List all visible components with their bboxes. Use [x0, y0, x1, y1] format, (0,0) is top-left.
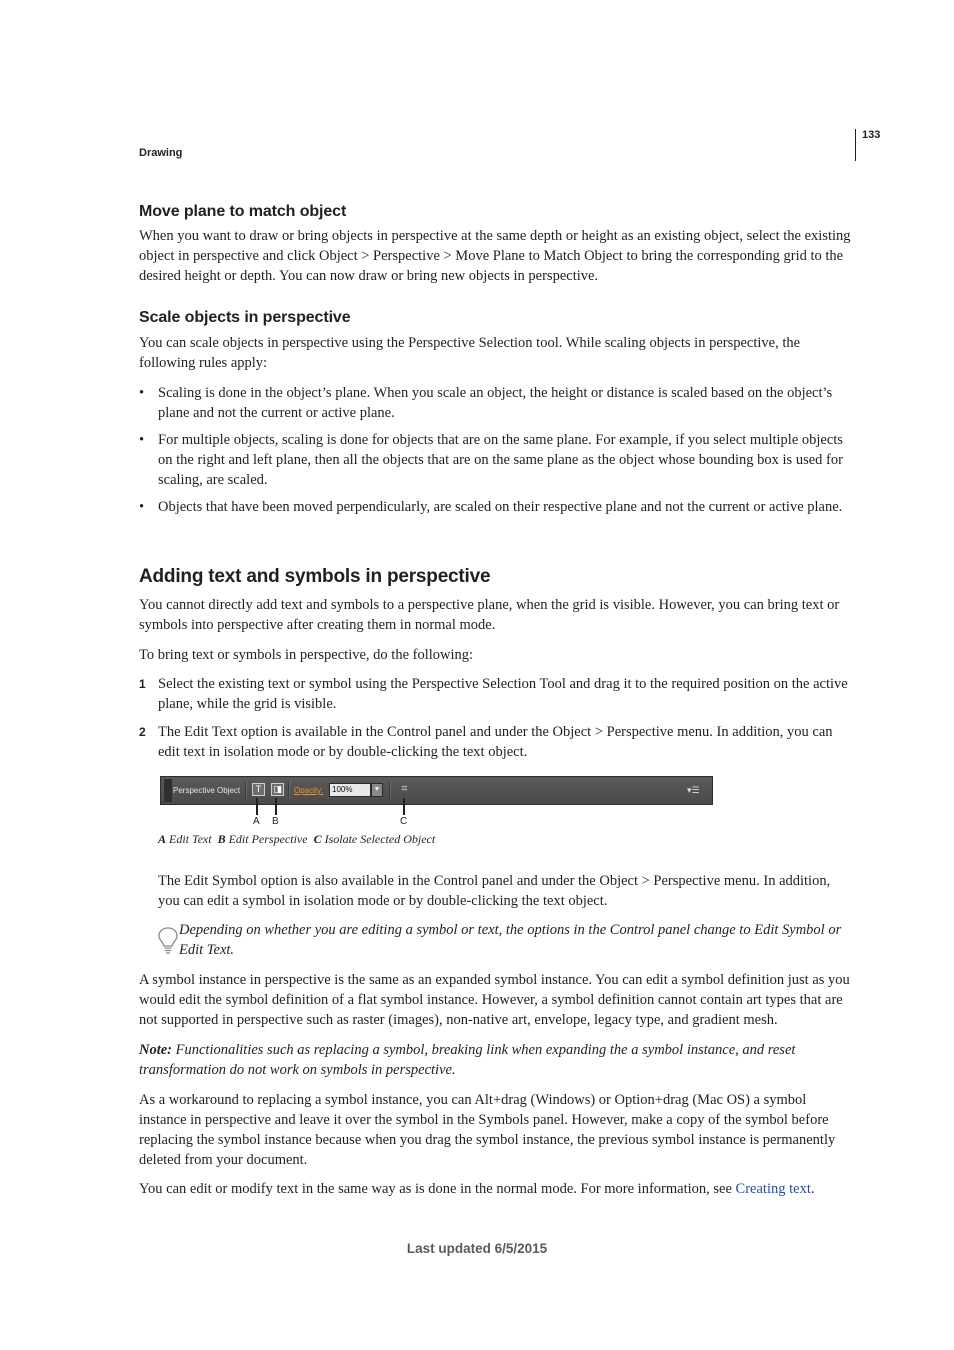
- step-text: The Edit Text option is available in the Control panel and under the Object > Perspective menu. In addition, you can edit text in isolation mode or by double-clicking the text object.: [158, 724, 833, 760]
- caption-letter: B: [217, 832, 226, 846]
- callout-letter-c: C: [400, 816, 408, 827]
- paragraph-workaround: As a workaround to replacing a symbol instance, you can Alt+drag (Windows) or Option+drag (Mac OS) a symbol instance in perspective and leave it over the symbol in the Symbols panel. However, make a copy of the symbol before replacing the symbol instance because when you drag the symbol instance, the previous symbol instance is permanently deleted from your document.: [139, 1092, 836, 1168]
- toolbar-separator: [288, 782, 290, 799]
- bullet-item: [139, 383, 851, 423]
- callout-line-b: [275, 798, 277, 815]
- bullet-item: [139, 430, 851, 490]
- bullet-item: [139, 497, 851, 517]
- paragraph-move-plane: When you want to draw or bring objects in perspective at the same depth or height as an existing object, select the existing object in perspective and click Object > Perspective > Move Plane to Match Object to bring the corresponding grid to the desired height or depth. You can now draw or bring new objects in perspective.: [139, 228, 851, 284]
- creating-text-link[interactable]: Creating text: [735, 1181, 811, 1197]
- edit-text-prefix: You can edit or modify text in the same way as is done in the normal mode. For more information, see: [139, 1181, 736, 1197]
- running-header-section: Drawing: [139, 147, 183, 159]
- step-text: Select the existing text or symbol using the Perspective Selection Tool and drag it to the required position on the active plane, while the grid is visible.: [158, 676, 848, 712]
- paragraph-edit-text: [139, 1179, 851, 1199]
- panel-menu-icon[interactable]: ▾☰: [687, 785, 700, 795]
- bullet-marker: •: [139, 499, 145, 515]
- bullet-marker: •: [139, 385, 145, 401]
- opacity-field[interactable]: 100%: [329, 783, 371, 797]
- paragraph-adding-intro: You cannot directly add text and symbols to a perspective plane, when the grid is visible. However, you can bring text or symbols into perspective after creating them in normal mode.: [139, 597, 840, 633]
- heading-adding-text: Adding text and symbols in perspective: [139, 566, 491, 587]
- edit-text-suffix: .: [810, 1181, 815, 1197]
- edit-perspective-icon[interactable]: ◨: [271, 783, 284, 796]
- caption-letter: A: [158, 832, 167, 846]
- footer-last-updated: Last updated 6/5/2015: [406, 1241, 548, 1256]
- caption-text: Isolate Selected Object: [324, 832, 436, 846]
- opacity-label[interactable]: Opacity:: [294, 786, 324, 795]
- note-paragraph: [139, 1040, 851, 1080]
- isolate-selected-object-icon[interactable]: ⌗: [401, 783, 408, 795]
- paragraph-scale-intro: You can scale objects in perspective using the Perspective Selection tool. While scaling objects in perspective, the following rules apply:: [139, 335, 801, 371]
- bullet-text: For multiple objects, scaling is done for objects that are on the same plane. For example, if you select multiple objects on the right and left plane, then all the objects that are on the same plane as the object whose bounding box is used for scaling, are scaled.: [158, 432, 843, 488]
- callout-letter-a: A: [253, 816, 260, 827]
- paragraph-symbol-instance: A symbol instance in perspective is the same as an expanded symbol instance. You can edit a symbol definition just as you would edit the symbol definition of a flat symbol instance. However, a symbol definition cannot contain art types that are not supported in perspective such as raster (images), non-native art, envelope, legacy type, and gradient mesh.: [139, 972, 850, 1028]
- callout-line-a: [256, 798, 258, 815]
- bullet-marker: •: [139, 432, 145, 448]
- step-number: 2: [139, 725, 146, 739]
- page-number: 133: [862, 129, 881, 141]
- paragraph-adding-lead: To bring text or symbols in perspective, do the following:: [139, 647, 474, 663]
- control-panel-toolbar: [160, 776, 713, 805]
- heading-move-plane: Move plane to match object: [139, 203, 347, 220]
- note-label: Note:: [139, 1042, 173, 1058]
- heading-scale-objects: Scale objects in perspective: [139, 309, 351, 326]
- callout-line-c: [403, 798, 405, 815]
- toolbar-separator: [245, 782, 247, 799]
- bullet-text: Objects that have been moved perpendicularly, are scaled on their respective plane and not the current or active plane.: [158, 499, 843, 515]
- note-text: Functionalities such as replacing a symbol, breaking link when expanding the a symbol instance, and reset transformation do not work on symbols in perspective.: [139, 1042, 796, 1078]
- step-number: 1: [139, 677, 146, 691]
- step-item: [139, 674, 851, 714]
- figure-caption: [158, 832, 435, 847]
- caption-text: Edit Text: [169, 832, 212, 846]
- lightbulb-icon: [158, 926, 178, 956]
- caption-letter: C: [313, 832, 322, 846]
- edit-text-icon[interactable]: T: [252, 783, 265, 796]
- tip-text: Depending on whether you are editing a symbol or text, the options in the Control panel change to Edit Symbol or Edit Text.: [179, 922, 842, 958]
- step-item: [139, 722, 851, 762]
- toolbar-label: Perspective Object: [173, 786, 241, 795]
- caption-text: Edit Perspective: [228, 832, 308, 846]
- toolbar-separator: [389, 782, 391, 799]
- page-number-rule: [855, 129, 856, 161]
- callout-letter-b: B: [272, 816, 279, 827]
- toolbar-grip[interactable]: [164, 779, 172, 802]
- paragraph-after-figure: The Edit Symbol option is also available in the Control panel and under the Object > Perspective menu. In addition, you can edit a symbol in isolation mode or by double-clicking the text object.: [158, 873, 831, 909]
- opacity-dropdown-icon[interactable]: ▼: [371, 783, 383, 797]
- bullet-text: Scaling is done in the object’s plane. When you scale an object, the height or distance is scaled based on the object’s plane and not the current or active plane.: [158, 385, 833, 421]
